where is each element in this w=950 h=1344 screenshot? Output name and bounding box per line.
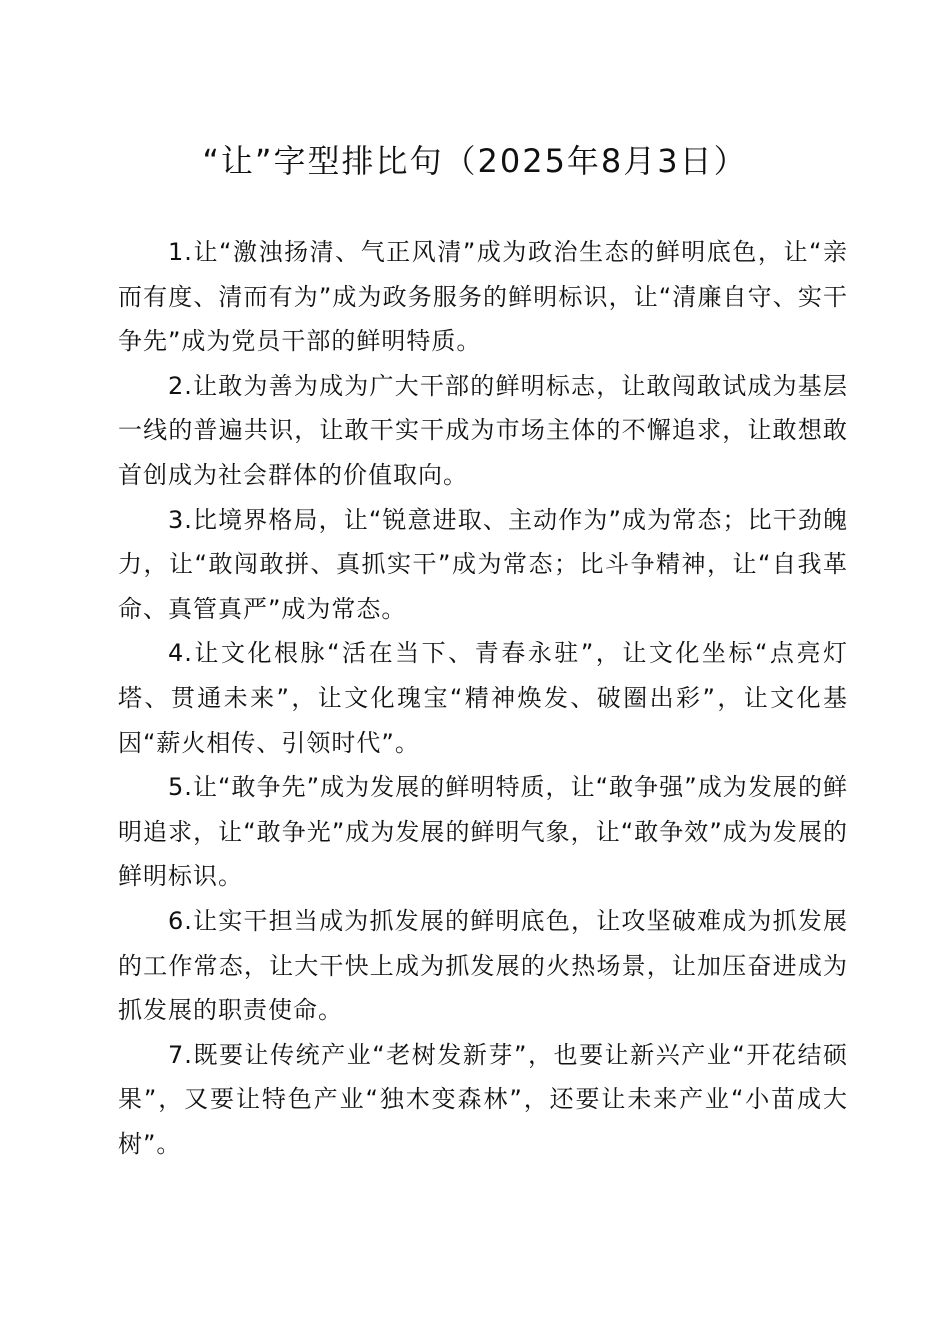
paragraph-1: 1.让“激浊扬清、气正风清”成为政治生态的鲜明底色，让“亲而有度、清而有为”成为政务服务的鲜明标识，让“清廉自守、实干争先”成为党员干部的鲜明特质。 bbox=[118, 238, 848, 356]
paragraph-4: 4.让文化根脉“活在当下、青春永驻”，让文化坐标“点亮灯塔、贯通未来”，让文化瑰宝“精神焕发、破圈出彩”，让文化基因“薪火相传、引领时代”。 bbox=[118, 639, 848, 757]
paragraph-5: 5.让“敢争先”成为发展的鲜明特质，让“敢争强”成为发展的鲜明追求，让“敢争光”成为发展的鲜明气象，让“敢争效”成为发展的鲜明标识。 bbox=[118, 773, 848, 891]
paragraph-7: 7.既要让传统产业“老树发新芽”，也要让新兴产业“开花结硕果”，又要让特色产业“独木变森林”，还要让未来产业“小苗成大树”。 bbox=[118, 1040, 848, 1158]
document-title: “让”字型排比句（2025年8月3日） bbox=[202, 142, 748, 180]
paragraph-3: 3.比境界格局，让“锐意进取、主动作为”成为常态；比干劲魄力，让“敢闯敢拼、真抓实干”成为常态；比斗争精神，让“自我革命、真管真严”成为常态。 bbox=[118, 505, 848, 623]
document-body bbox=[118, 230, 848, 1166]
paragraph-6: 6.让实干担当成为抓发展的鲜明底色，让攻坚破难成为抓发展的工作常态，让大干快上成为抓发展的火热场景，让加压奋进成为抓发展的职责使命。 bbox=[118, 906, 848, 1025]
paragraph-2: 2.让敢为善为成为广大干部的鲜明标志，让敢闯敢试成为基层一线的普遍共识，让敢干实干成为市场主体的不懈追求，让敢想敢首创成为社会群体的价值取向。 bbox=[118, 371, 848, 489]
